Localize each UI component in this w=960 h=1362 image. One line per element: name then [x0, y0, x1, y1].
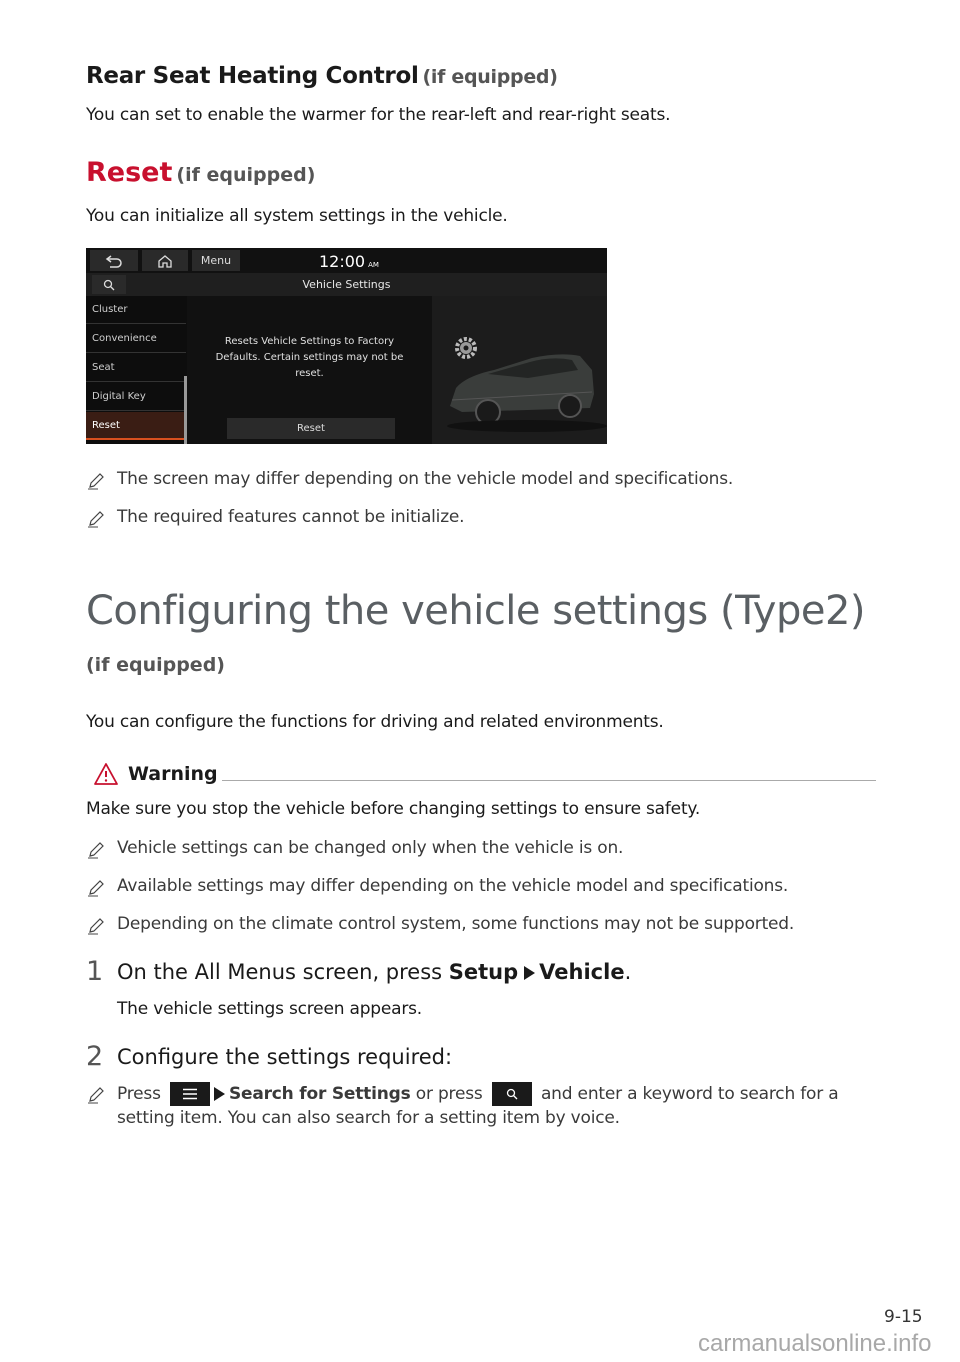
step-bold-setup: Setup — [448, 960, 519, 984]
home-icon — [142, 250, 188, 271]
note-icon — [86, 509, 106, 529]
message-line: Resets Vehicle Settings to Factory — [224, 336, 395, 347]
note-text: The screen may differ depending on the vehicle model and specifications. — [117, 469, 734, 489]
step-prefix: On the All Menus screen, press — [117, 960, 449, 984]
sidebar-item-seat: Seat — [86, 354, 186, 382]
screen-screenshot — [86, 248, 607, 444]
clock-time: 12:00 — [319, 252, 366, 271]
note-text: Vehicle settings can be changed only when the vehicle is on. — [117, 838, 624, 858]
clock-ampm: AM — [368, 261, 379, 269]
paragraph: You can configure the functions for driving and related environments. — [86, 712, 664, 732]
note-icon — [86, 471, 106, 491]
clock — [319, 252, 379, 271]
tip-or-press: or press — [415, 1084, 483, 1104]
page-title: Configuring the vehicle settings (Type2) — [86, 588, 866, 634]
reset-message — [187, 334, 432, 382]
reset-button: Reset — [227, 418, 395, 439]
step-number: 2 — [86, 1041, 104, 1072]
heading-text: Reset — [86, 157, 173, 188]
gear-icon — [457, 339, 475, 357]
screen-content — [187, 296, 432, 444]
tip-line-2: setting item. You can also search for a setting item by voice. — [117, 1108, 620, 1128]
note-icon — [86, 840, 106, 860]
screen-sidebar — [86, 296, 186, 444]
note-text: The required features cannot be initialize. — [117, 507, 465, 527]
arrow-right-icon — [214, 1087, 225, 1101]
section-heading — [86, 63, 558, 89]
warning-icon — [93, 762, 119, 786]
heading-subtitle: (if equipped) — [422, 66, 558, 88]
menu-icon — [170, 1082, 210, 1106]
note-icon — [86, 878, 106, 898]
step-text: Configure the settings required: — [117, 1045, 453, 1069]
sidebar-item-reset: Reset — [86, 412, 186, 440]
page-number: 9-15 — [884, 1307, 923, 1327]
paragraph: You can initialize all system settings in the vehicle. — [86, 206, 508, 226]
step-suffix: . — [624, 960, 632, 984]
car-illustration — [432, 296, 607, 444]
message-line: Defaults. Certain settings may not be — [215, 352, 404, 363]
screen-title-bar — [86, 273, 607, 296]
warning-label: Warning — [128, 763, 218, 785]
step-number: 1 — [86, 956, 104, 987]
sidebar-item-digital-key: Digital Key — [86, 383, 186, 411]
tip-bold: Search for Settings — [228, 1084, 411, 1104]
watermark: carmanualsonline.info — [698, 1330, 932, 1357]
section-heading — [86, 157, 315, 188]
heading-subtitle: (if equipped) — [176, 164, 316, 186]
vehicle-image-panel — [432, 296, 607, 444]
message-line: reset. — [295, 368, 324, 379]
step-text — [117, 960, 631, 984]
note-text: Available settings may differ depending on the vehicle model and specifications. — [117, 876, 789, 896]
note-text: Depending on the climate control system, some functions may not be supported. — [117, 914, 795, 934]
paragraph: You can set to enable the warmer for the rear-left and rear-right seats. — [86, 105, 671, 125]
back-icon — [90, 250, 138, 271]
tip-line — [117, 1081, 838, 1107]
step-result: The vehicle settings screen appears. — [117, 999, 423, 1019]
divider — [222, 780, 876, 781]
sidebar-item-cluster: Cluster — [86, 296, 186, 324]
menu-button: Menu — [192, 250, 240, 271]
heading-text: Rear Seat Heating Control — [86, 63, 419, 89]
step-bold-vehicle: Vehicle — [539, 960, 625, 984]
tip-press: Press — [117, 1084, 161, 1104]
warning-text: Make sure you stop the vehicle before changing settings to ensure safety. — [86, 799, 701, 819]
note-icon — [86, 1085, 106, 1105]
tip-rest: and enter a keyword to search for a — [540, 1084, 839, 1104]
screen-title: Vehicle Settings — [302, 278, 391, 291]
title-subtitle: (if equipped) — [86, 654, 225, 676]
search-icon — [492, 1082, 532, 1106]
screen-top-bar — [86, 248, 607, 273]
arrow-right-icon — [524, 966, 535, 980]
sidebar-item-convenience: Convenience — [86, 325, 186, 353]
note-icon — [86, 916, 106, 936]
